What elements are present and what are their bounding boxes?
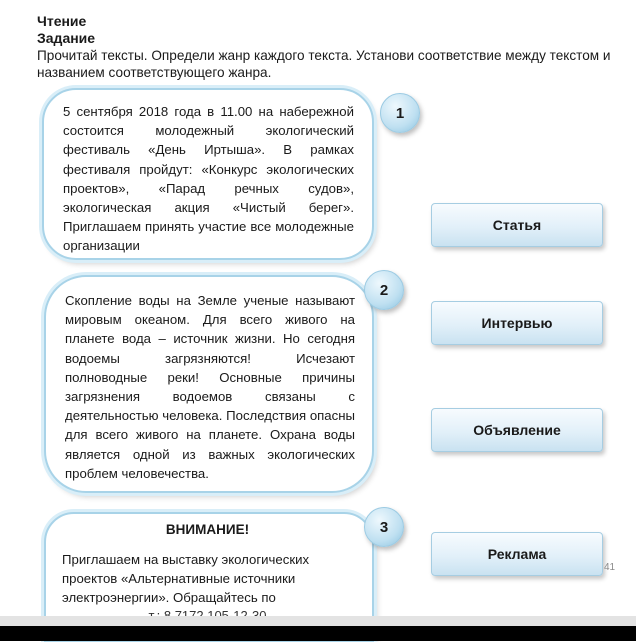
text-2-body: Скопление воды на Земле ученые называют мировым океаном. Для всего живого на планете вода – источник жизни. Но сегодня водоемы загрязняются! Исчезают полноводные реки! Основные причины загрязнения водоемов связаны с деятельностью человека. Последствия опасны для всего живого на планете. Охрана воды является одной из важных экологических проблем человечества. <box>65 293 355 481</box>
task-label: Задание <box>37 30 96 46</box>
text-3-title: ВНИМАНИЕ! <box>165 522 250 537</box>
genre-button-interview[interactable]: Интервью <box>431 301 603 345</box>
text-bubble-1 <box>42 88 374 260</box>
task-instructions: Прочитай тексты. Определи жанр каждого текста. Установи соответствие между текстом и названием соответствующего жанра. <box>37 48 611 80</box>
genre-button-article[interactable]: Статья <box>431 203 603 247</box>
text-1-body: 5 сентября 2018 года в 11.00 на набережной состоится молодежный экологический фестиваль «День Иртыша». В рамках фестиваля пройдут: «Конкурс экологических проектов», «Парад речных судов», экологическая акция «Чистый берег». Приглашаем принять участие все молодежные организации <box>63 104 354 254</box>
section-title: Чтение <box>37 13 87 29</box>
text-3-body: Приглашаем на выставку экологических проектов «Альтернативные источники электроэнергии». Обращайтесь по <box>62 552 310 606</box>
text-number-3: 3 <box>364 507 404 547</box>
bottom-divider <box>0 616 636 626</box>
bottom-black-bar <box>0 626 636 641</box>
text-number-1: 1 <box>380 93 420 133</box>
genre-button-advertisement[interactable]: Реклама <box>431 532 603 576</box>
text-number-2: 2 <box>364 270 404 310</box>
text-bubble-2 <box>44 275 374 493</box>
text-3-cut-line <box>62 608 353 614</box>
page-number: 41 <box>604 562 616 573</box>
genre-button-announcement[interactable]: Объявление <box>431 408 603 452</box>
